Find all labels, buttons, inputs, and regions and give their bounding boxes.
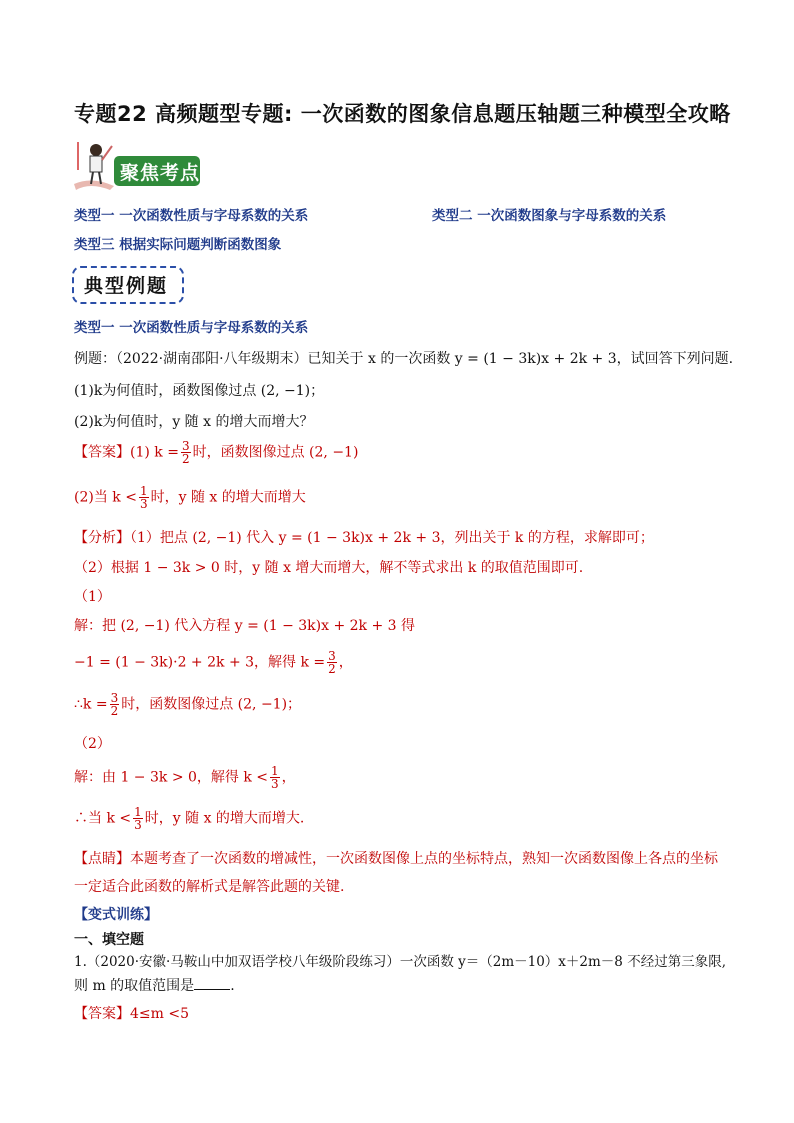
analysis-label: 【分析】 [74, 530, 130, 546]
practice-answer-value: 4≤m <5 [130, 1006, 190, 1022]
toc-item-type2: 类型二 一次函数图象与字母系数的关系 [432, 208, 667, 224]
practice-answer [74, 1003, 189, 1023]
solution-line-5 [74, 806, 304, 831]
solution-2-suffix: ， [338, 654, 353, 671]
answer-line-1 [74, 440, 358, 465]
section-heading: 类型一 一次函数性质与字母系数的关系 [74, 320, 309, 336]
answer-2-suffix: 时，y 随 x 的增大而增大 [150, 489, 306, 506]
toc-item-type3: 类型三 根据实际问题判断函数图象 [74, 237, 282, 253]
fraction-numerator: 1 [139, 484, 148, 498]
solution-4-prefix: 解：由 1 − 3k > 0，解得 k < [74, 769, 269, 786]
answer-1-fraction [181, 440, 191, 465]
fraction-numerator: 3 [181, 439, 190, 453]
solution-5-fraction [133, 806, 143, 831]
fraction-numerator: 3 [328, 649, 336, 663]
answer-2-prefix: (2)当 k < [74, 489, 137, 506]
comment-text-1: 本题考查了一次函数的增减性，一次函数图像上点的坐标特点，熟知一次函数图像上各点的坐标 [130, 851, 718, 867]
solution-3-suffix: 时，函数图像过点 (2, −1)； [121, 696, 302, 713]
analysis-text-1: （1）把点 (2, −1) 代入 y = (1 − 3k)x + 2k + 3，列出关于 k 的方程，求解即可； [130, 530, 654, 546]
page-title: 专题22 高频题型专题: 一次函数的图象信息题压轴题三种模型全攻略 [74, 102, 731, 126]
solution-4-suffix: ， [281, 769, 296, 786]
solution-4-fraction [270, 765, 280, 790]
fraction-numerator: 3 [110, 691, 119, 705]
comment-line-2: 一定适合此函数的解析式是解答此题的关键. [74, 879, 345, 895]
solution-line-1: 解：把 (2, −1) 代入方程 y = (1 − 3k)x + 2k + 3 得 [74, 618, 416, 634]
solution-3-prefix: ∴k = [74, 696, 108, 713]
solution-line-3 [74, 692, 301, 717]
answer-2-fraction [139, 485, 149, 510]
solution-part-1-label: （1） [74, 589, 111, 605]
solution-line-4 [74, 765, 296, 790]
practice-label: 【变式训练】 [74, 907, 158, 923]
fraction-denominator: 2 [328, 662, 336, 676]
fraction-denominator: 3 [134, 818, 142, 832]
analysis-line-2: （2）根据 1 − 3k > 0 时，y 随 x 增大而增大，解不等式求出 k 的取值范围即可. [74, 560, 584, 576]
practice-question-1-line-2 [74, 975, 235, 995]
answer-line-2 [74, 485, 306, 510]
answer-1-prefix: (1) k = [130, 444, 179, 461]
fraction-denominator: 3 [139, 497, 148, 511]
solution-line-2 [74, 650, 353, 675]
fraction-denominator: 3 [271, 777, 279, 791]
practice-question-1-line-1: 1.（2020·安徽·马鞍山中加双语学校八年级阶段练习）一次函数 y＝（2m－10）x＋2m－8 不经过第三象限, [74, 954, 726, 970]
solution-part-2-label: （2） [74, 736, 111, 752]
answer-blank[interactable] [194, 977, 230, 990]
practice-section: 一、填空题 [74, 932, 144, 948]
solution-5-suffix: 时，y 随 x 的增大而增大. [144, 810, 305, 827]
answer-label: 【答案】 [74, 444, 130, 461]
example-question-2: (2)k为何值时，y 随 x 的增大而增大？ [74, 414, 314, 430]
example-question-1: (1)k为何值时，函数图像过点 (2, −1)； [74, 383, 325, 399]
fraction-numerator: 1 [271, 764, 279, 778]
solution-3-fraction [110, 692, 120, 717]
analysis-line-1 [74, 527, 654, 547]
fraction-denominator: 2 [181, 452, 190, 466]
comment-label: 【点睛】 [74, 851, 130, 867]
focus-banner [70, 140, 202, 192]
toc-item-type1: 类型一 一次函数性质与字母系数的关系 [74, 208, 309, 224]
comment-line-1 [74, 848, 718, 868]
example-lead: 例题：（2022·湖南邵阳·八年级期末）已知关于 x 的一次函数 y = (1 − 3k)x + 2k + 3，试回答下列问题. [74, 351, 734, 367]
question-end: . [230, 978, 235, 994]
fraction-numerator: 1 [134, 805, 142, 819]
solution-2-prefix: −1 = (1 − 3k)·2 + 2k + 3，解得 k = [74, 654, 326, 671]
example-section-label: 典型例题 [84, 275, 169, 297]
banner-label: 聚焦考点 [120, 162, 201, 184]
solution-2-fraction [327, 650, 337, 675]
fraction-denominator: 2 [110, 704, 119, 718]
solution-5-prefix: ∴当 k < [74, 810, 132, 827]
answer-1-suffix: 时，函数图像过点 (2, −1) [192, 444, 359, 461]
practice-answer-label: 【答案】 [74, 1006, 130, 1022]
question-prompt: 则 m 的取值范围是 [74, 978, 195, 994]
